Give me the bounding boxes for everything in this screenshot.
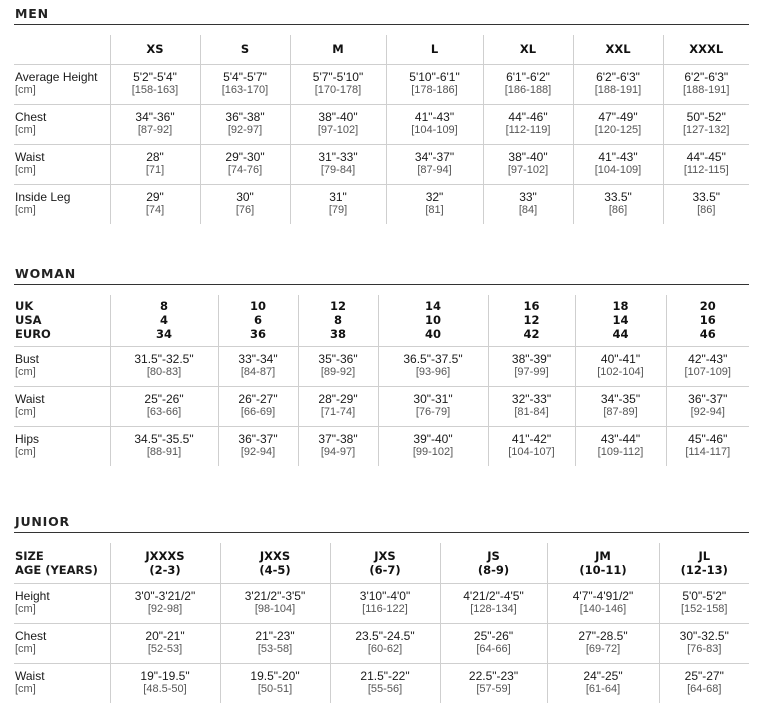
cell: 41"-42" [104-107] <box>488 426 575 466</box>
men-row-height <box>14 64 749 104</box>
junior-title: JUNIOR <box>14 512 749 533</box>
cell: 45"-46" [114-117] <box>666 426 749 466</box>
junior-size-col: JXXS (4-5) <box>220 543 330 583</box>
cell: 30"-31" [76-79] <box>378 386 488 426</box>
cell: 38"-40" [97-102] <box>290 104 386 144</box>
men-size-xs: XS <box>110 35 200 64</box>
row-label: Height [cm] <box>14 583 110 623</box>
cell: 22.5"-23" [57-59] <box>440 663 547 703</box>
woman-header-labels: UK USA EURO <box>14 295 110 346</box>
cell: 47"-49" [120-125] <box>573 104 663 144</box>
cell: 44"-45" [112-115] <box>663 144 749 184</box>
row-label: Chest [cm] <box>14 104 110 144</box>
cell: 32"-33" [81-84] <box>488 386 575 426</box>
junior-section <box>14 512 749 703</box>
men-size-xxl: XXL <box>573 35 663 64</box>
cell: 34"-35" [87-89] <box>575 386 666 426</box>
cell: 34"-36" [87-92] <box>110 104 200 144</box>
cell: 6'2"-6'3" [188-191] <box>663 64 749 104</box>
cell: 33"-34" [84-87] <box>218 346 298 386</box>
woman-size-col: 8 4 34 <box>110 295 218 346</box>
cell: 42"-43" [107-109] <box>666 346 749 386</box>
cell: 4'21/2"-4'5" [128-134] <box>440 583 547 623</box>
cell: 36"-37" [92-94] <box>666 386 749 426</box>
cell: 40"-41" [102-104] <box>575 346 666 386</box>
junior-size-col: JS (8-9) <box>440 543 547 583</box>
woman-title: WOMAN <box>14 264 749 285</box>
cell: 33" [84] <box>483 184 573 224</box>
row-label: Waist [cm] <box>14 144 110 184</box>
cell: 19"-19.5" [48.5-50] <box>110 663 220 703</box>
cell: 27"-28.5" [69-72] <box>547 623 659 663</box>
junior-size-table <box>14 543 749 703</box>
cell: 25"-26" [63-66] <box>110 386 218 426</box>
cell: 3'10"-4'0" [116-122] <box>330 583 440 623</box>
cell: 41"-43" [104-109] <box>386 104 483 144</box>
cell: 33.5" [86] <box>663 184 749 224</box>
junior-row-chest <box>14 623 749 663</box>
cell: 5'10"-6'1" [178-186] <box>386 64 483 104</box>
row-label: Chest [cm] <box>14 623 110 663</box>
cell: 36"-38" [92-97] <box>200 104 290 144</box>
men-row-inside-leg <box>14 184 749 224</box>
junior-size-col: JXXXS (2-3) <box>110 543 220 583</box>
junior-size-col: JL (12-13) <box>659 543 749 583</box>
cell: 3'21/2"-3'5" [98-104] <box>220 583 330 623</box>
cell: 28" [71] <box>110 144 200 184</box>
cell: 34.5"-35.5" [88-91] <box>110 426 218 466</box>
woman-size-col: 12 8 38 <box>298 295 378 346</box>
cell: 33.5" [86] <box>573 184 663 224</box>
cell: 5'0"-5'2" [152-158] <box>659 583 749 623</box>
cell: 31" [79] <box>290 184 386 224</box>
men-header-blank <box>14 35 110 64</box>
junior-size-col: JXS (6-7) <box>330 543 440 583</box>
men-row-waist <box>14 144 749 184</box>
men-header-row <box>14 35 749 64</box>
cell: 36.5"-37.5" [93-96] <box>378 346 488 386</box>
men-size-s: S <box>200 35 290 64</box>
cell: 30" [76] <box>200 184 290 224</box>
men-size-xxxl: XXXL <box>663 35 749 64</box>
cell: 6'2"-6'3" [188-191] <box>573 64 663 104</box>
men-size-xl: XL <box>483 35 573 64</box>
cell: 24"-25" [61-64] <box>547 663 659 703</box>
cell: 50"-52" [127-132] <box>663 104 749 144</box>
cell: 5'7"-5'10" [170-178] <box>290 64 386 104</box>
cell: 43"-44" [109-112] <box>575 426 666 466</box>
cell: 34"-37" [87-94] <box>386 144 483 184</box>
woman-row-bust <box>14 346 749 386</box>
cell: 21.5"-22" [55-56] <box>330 663 440 703</box>
row-label: Average Height [cm] <box>14 64 110 104</box>
cell: 41"-43" [104-109] <box>573 144 663 184</box>
cell: 30"-32.5" [76-83] <box>659 623 749 663</box>
men-size-m: M <box>290 35 386 64</box>
woman-size-col: 16 12 42 <box>488 295 575 346</box>
cell: 31.5"-32.5" [80-83] <box>110 346 218 386</box>
cell: 20"-21" [52-53] <box>110 623 220 663</box>
woman-size-col: 18 14 44 <box>575 295 666 346</box>
cell: 38"-40" [97-102] <box>483 144 573 184</box>
woman-size-col: 20 16 46 <box>666 295 749 346</box>
cell: 5'2"-5'4" [158-163] <box>110 64 200 104</box>
cell: 19.5"-20" [50-51] <box>220 663 330 703</box>
woman-section <box>14 264 749 466</box>
row-label: Waist [cm] <box>15 669 45 696</box>
cell: 25"-26" [64-66] <box>440 623 547 663</box>
woman-row-waist <box>14 386 749 426</box>
woman-size-col: 10 6 36 <box>218 295 298 346</box>
men-section <box>14 4 749 224</box>
men-row-chest <box>14 104 749 144</box>
cell: 29" [74] <box>110 184 200 224</box>
cell: 26"-27" [66-69] <box>218 386 298 426</box>
cell: 28"-29" [71-74] <box>298 386 378 426</box>
cell: 31"-33" [79-84] <box>290 144 386 184</box>
cell: 29"-30" [74-76] <box>200 144 290 184</box>
row-label: Waist [cm] <box>14 386 110 426</box>
woman-size-table <box>14 295 749 466</box>
cell: 39"-40" [99-102] <box>378 426 488 466</box>
cell: 25"-27" [64-68] <box>659 663 749 703</box>
cell: 36"-37" [92-94] <box>218 426 298 466</box>
men-size-l: L <box>386 35 483 64</box>
junior-size-col: JM (10-11) <box>547 543 659 583</box>
cell: 32" [81] <box>386 184 483 224</box>
junior-header-labels: SIZE AGE (YEARS) <box>14 543 110 583</box>
cell: 35"-36" [89-92] <box>298 346 378 386</box>
junior-header-row <box>14 543 749 583</box>
row-label: Inside Leg [cm] <box>15 190 71 217</box>
cell: 21"-23" [53-58] <box>220 623 330 663</box>
cell: 38"-39" [97-99] <box>488 346 575 386</box>
row-label: Hips [cm] <box>15 432 40 459</box>
cell: 4'7"-4'91/2" [140-146] <box>547 583 659 623</box>
cell: 5'4"-5'7" [163-170] <box>200 64 290 104</box>
row-label: Bust [cm] <box>14 346 110 386</box>
cell: 44"-46" [112-119] <box>483 104 573 144</box>
woman-header-row <box>14 295 749 346</box>
cell: 6'1"-6'2" [186-188] <box>483 64 573 104</box>
woman-row-hips <box>14 426 749 466</box>
junior-row-waist <box>14 663 749 703</box>
cell: 3'0"-3'21/2" [92-98] <box>110 583 220 623</box>
men-title: MEN <box>14 4 749 25</box>
junior-row-height <box>14 583 749 623</box>
cell: 23.5"-24.5" [60-62] <box>330 623 440 663</box>
woman-size-col: 14 10 40 <box>378 295 488 346</box>
men-size-table <box>14 35 749 224</box>
cell: 37"-38" [94-97] <box>298 426 378 466</box>
